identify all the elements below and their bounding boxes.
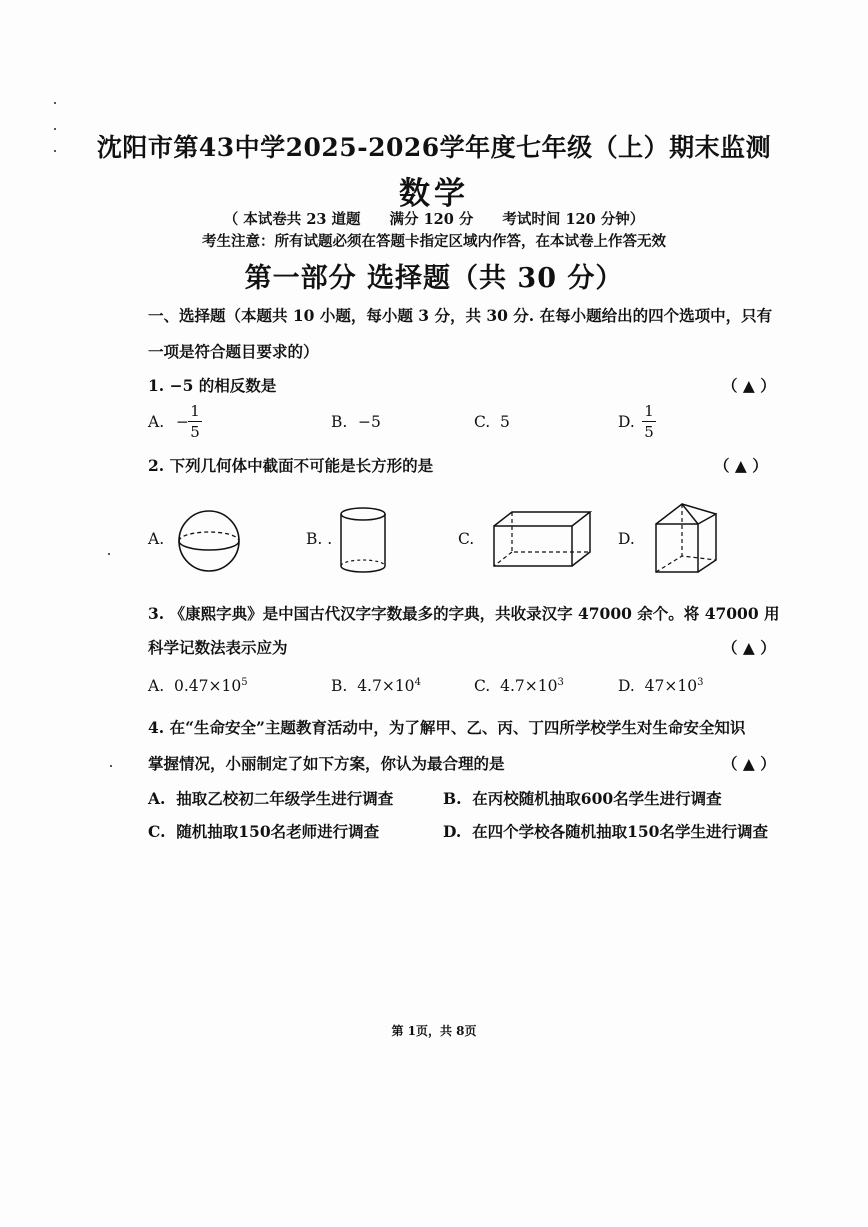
q1-stem: 1. −5 的相反数是 <box>148 376 277 395</box>
fraction-bar <box>642 421 656 422</box>
q4-option-c <box>148 820 379 842</box>
option-value: 0.47×10 <box>173 677 242 696</box>
section-instructions-line2: 一项是符合题目要求的） <box>148 342 319 361</box>
q4-stem-line2: 掌握情况，小丽制定了如下方案，你认为最合理的是 <box>148 754 505 773</box>
q2-answer-mark: （ ▲ ） <box>714 456 768 475</box>
q3-option-b <box>331 677 421 695</box>
triangular-prism-icon <box>652 500 720 576</box>
option-exponent: 5 <box>241 677 248 688</box>
cylinder-icon <box>338 506 392 576</box>
q1-option-a-fraction <box>188 402 202 441</box>
q1-option-d-label: D. <box>618 413 635 431</box>
fraction-bar <box>188 421 202 422</box>
option-value: 47×10 <box>644 677 698 696</box>
sphere-icon <box>176 508 242 574</box>
page-footer: 第 1页，共 8页 <box>391 1024 477 1038</box>
scan-speck <box>110 765 112 767</box>
fraction-denominator: 5 <box>644 423 654 441</box>
q1-answer-mark: （ ▲ ） <box>722 376 776 395</box>
q2-option-c-label: C. <box>458 530 475 548</box>
section-instructions-line1: 一、选择题（本题共 10 小题，每小题 3 分，共 30 分. 在每小题给出的四个选项中，只有 <box>148 306 773 325</box>
part-title: 第一部分 选择题（共 30 分） <box>244 263 624 294</box>
q3-answer-mark: （ ▲ ） <box>722 638 776 657</box>
q1-option-a-label: A. <box>148 413 165 431</box>
q1-option-d-fraction <box>642 402 656 441</box>
option-label: A. <box>148 789 166 808</box>
q3-option-c <box>474 677 564 695</box>
q2-option-d-label: D. <box>618 530 635 548</box>
q1-option-a-sign: − <box>176 413 189 431</box>
fraction-numerator: 1 <box>644 402 654 420</box>
q1-option-c-value: 5 <box>500 413 510 431</box>
q4-stem-line1: 4. 在“生命安全”主题教育活动中，为了解甲、乙、丙、丁四所学校学生对生命安全知识 <box>148 718 746 737</box>
fraction-numerator: 1 <box>190 402 200 420</box>
option-exponent: 3 <box>557 677 564 688</box>
option-label: C. <box>148 822 166 841</box>
option-value: 4.7×10 <box>500 677 558 696</box>
fraction-denominator: 5 <box>190 423 200 441</box>
q3-stem-line2: 科学记数法表示应为 <box>148 638 288 657</box>
option-label: A. <box>148 677 165 696</box>
option-value: 4.7×10 <box>357 677 415 696</box>
option-label: D. <box>618 677 635 696</box>
option-text: 在丙校随机抽取600名学生进行调查 <box>472 789 722 808</box>
q4-option-a <box>148 787 393 809</box>
option-text: 在四个学校各随机抽取150名学生进行调查 <box>472 822 768 841</box>
exam-info: （ 本试卷共 23 道题 满分 120 分 考试时间 120 分钟） <box>223 211 645 228</box>
option-exponent: 4 <box>414 677 421 688</box>
option-label: B. <box>443 789 462 808</box>
option-exponent: 3 <box>697 677 704 688</box>
q3-stem-line1: 3. 《康熙字典》是中国古代汉字字数最多的字典，共收录汉字 47000 余个。将 47000 用 <box>148 604 780 623</box>
q1-option-b-label: B. <box>331 413 348 431</box>
exam-notice: 考生注意：所有试题必须在答题卡指定区域内作答，在本试卷上作答无效 <box>202 233 666 250</box>
q4-answer-mark: （ ▲ ） <box>722 754 776 773</box>
q2-option-b-label: B. . <box>306 530 333 548</box>
q4-option-b <box>443 787 722 809</box>
option-label: B. <box>331 677 348 696</box>
q1-option-c-label: C. <box>474 413 491 431</box>
scan-speck <box>108 553 110 555</box>
option-label: C. <box>474 677 491 696</box>
q4-option-d <box>443 820 768 842</box>
q2-stem: 2. 下列几何体中截面不可能是长方形的是 <box>148 456 434 475</box>
option-label: D. <box>443 822 462 841</box>
q1-option-b-value: −5 <box>358 413 381 431</box>
option-text: 随机抽取150名老师进行调查 <box>176 822 380 841</box>
q3-option-d <box>618 677 703 695</box>
q2-option-a-label: A. <box>148 530 165 548</box>
scan-speck <box>54 102 56 104</box>
subject-title: 数学 <box>399 176 469 212</box>
option-text: 抽取乙校初二年级学生进行调查 <box>176 789 394 808</box>
cuboid-icon <box>490 508 596 570</box>
q3-option-a <box>148 677 248 695</box>
exam-title: 沈阳市第43中学2025-2026学年度七年级（上）期末监测 <box>96 133 772 162</box>
